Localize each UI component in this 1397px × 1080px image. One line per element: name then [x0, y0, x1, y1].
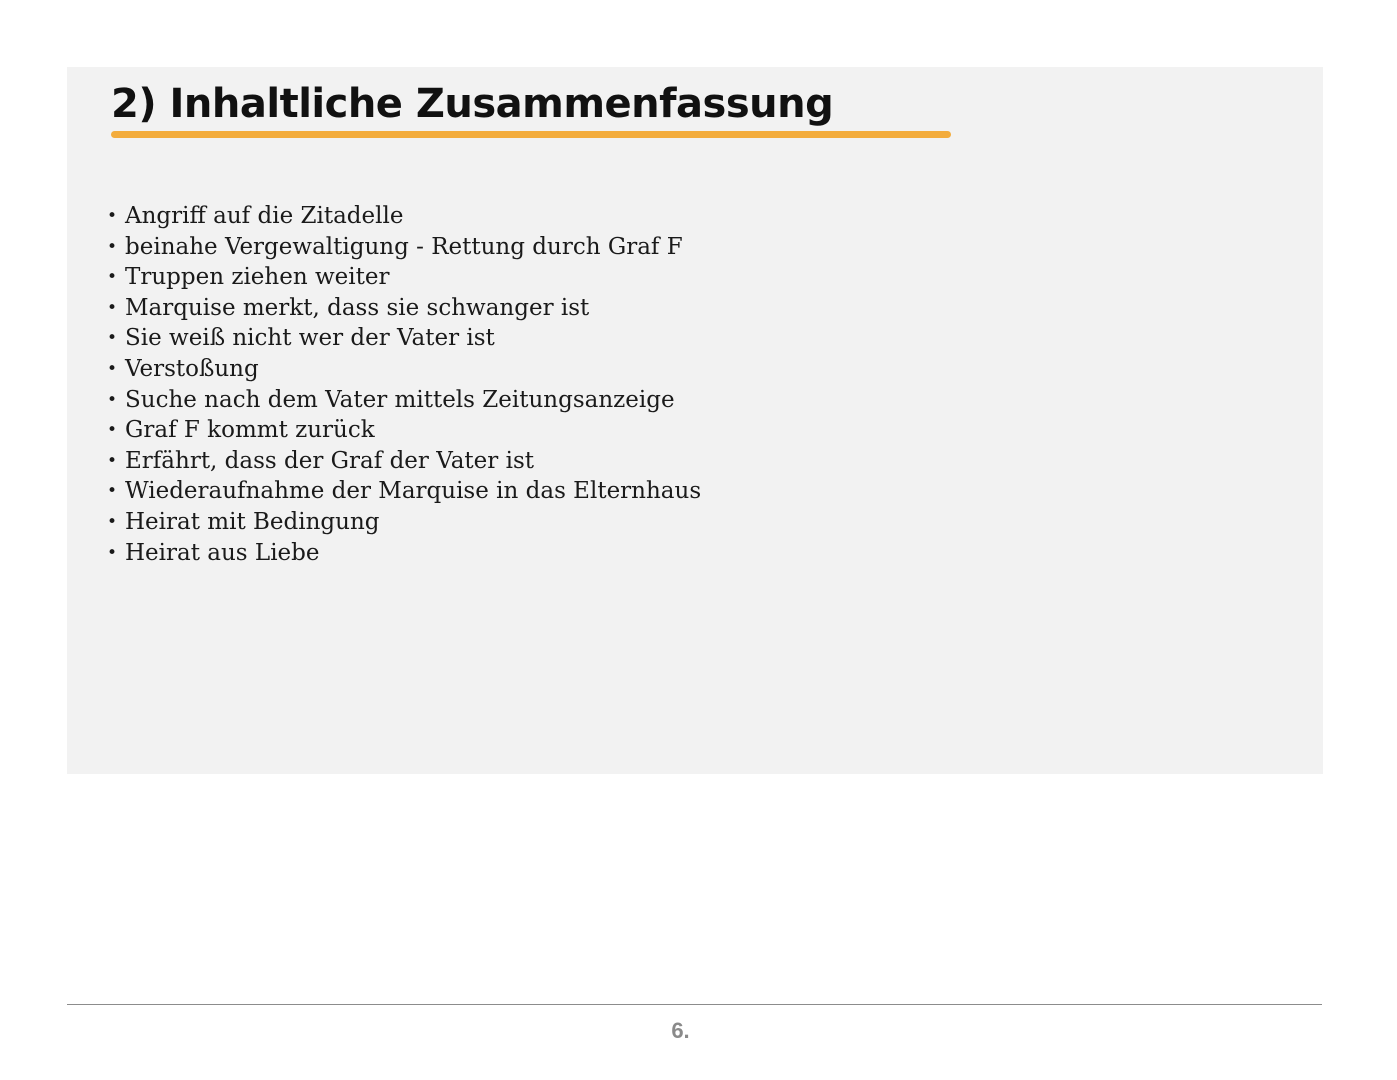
- bullet-text: beinahe Vergewaltigung - Rettung durch Graf F: [125, 233, 683, 260]
- bullet-dot-icon: •: [107, 358, 118, 379]
- page-number: 6.: [671, 1018, 690, 1043]
- bullet-item: [107, 232, 701, 263]
- bullet-text: Marquise merkt, dass sie schwanger ist: [125, 294, 590, 321]
- page-number-container: [0, 1018, 1397, 1044]
- bullet-item: [107, 354, 701, 385]
- bullet-dot-icon: •: [107, 297, 118, 318]
- bullet-text: Wiederaufnahme der Marquise in das Elternhaus: [125, 478, 702, 505]
- bullet-dot-icon: •: [107, 328, 118, 349]
- bullet-text: Heirat aus Liebe: [125, 539, 320, 566]
- bullet-text: Erfährt, dass der Graf der Vater ist: [125, 447, 534, 474]
- bullet-dot-icon: •: [107, 267, 118, 288]
- bullet-text: Suche nach dem Vater mittels Zeitungsanzeige: [125, 386, 675, 413]
- title-underline: [111, 131, 951, 138]
- bullet-text: Sie weiß nicht wer der Vater ist: [125, 325, 495, 352]
- bullet-dot-icon: •: [107, 389, 118, 410]
- bullet-dot-icon: •: [107, 450, 118, 471]
- bullet-item: [107, 385, 701, 416]
- bullet-item: [107, 323, 701, 354]
- slide-panel: [67, 67, 1323, 774]
- bullet-item: [107, 538, 701, 569]
- bullet-item: [107, 262, 701, 293]
- footer-divider: [67, 1004, 1322, 1005]
- bullet-dot-icon: •: [107, 206, 118, 226]
- bullet-text: Angriff auf die Zitadelle: [125, 203, 404, 229]
- bullet-item: [107, 446, 701, 477]
- slide-title: 2) Inhaltliche Zusammenfassung: [111, 81, 834, 127]
- bullet-text: Verstoßung: [125, 355, 259, 382]
- bullet-dot-icon: •: [107, 236, 118, 257]
- bullet-dot-icon: •: [107, 511, 118, 532]
- bullet-dot-icon: •: [107, 481, 118, 502]
- bullet-text: Graf F kommt zurück: [125, 417, 375, 444]
- bullet-item: [107, 201, 701, 232]
- bullet-item: [107, 293, 701, 324]
- bullet-text: Truppen ziehen weiter: [125, 264, 390, 291]
- bullet-item: [107, 476, 701, 507]
- bullet-item: [107, 415, 701, 446]
- bullet-text: Heirat mit Bedingung: [125, 508, 380, 535]
- bullet-item: [107, 507, 701, 538]
- bullet-dot-icon: •: [107, 542, 118, 563]
- summary-bullet-list: [107, 201, 701, 568]
- bullet-dot-icon: •: [107, 420, 118, 441]
